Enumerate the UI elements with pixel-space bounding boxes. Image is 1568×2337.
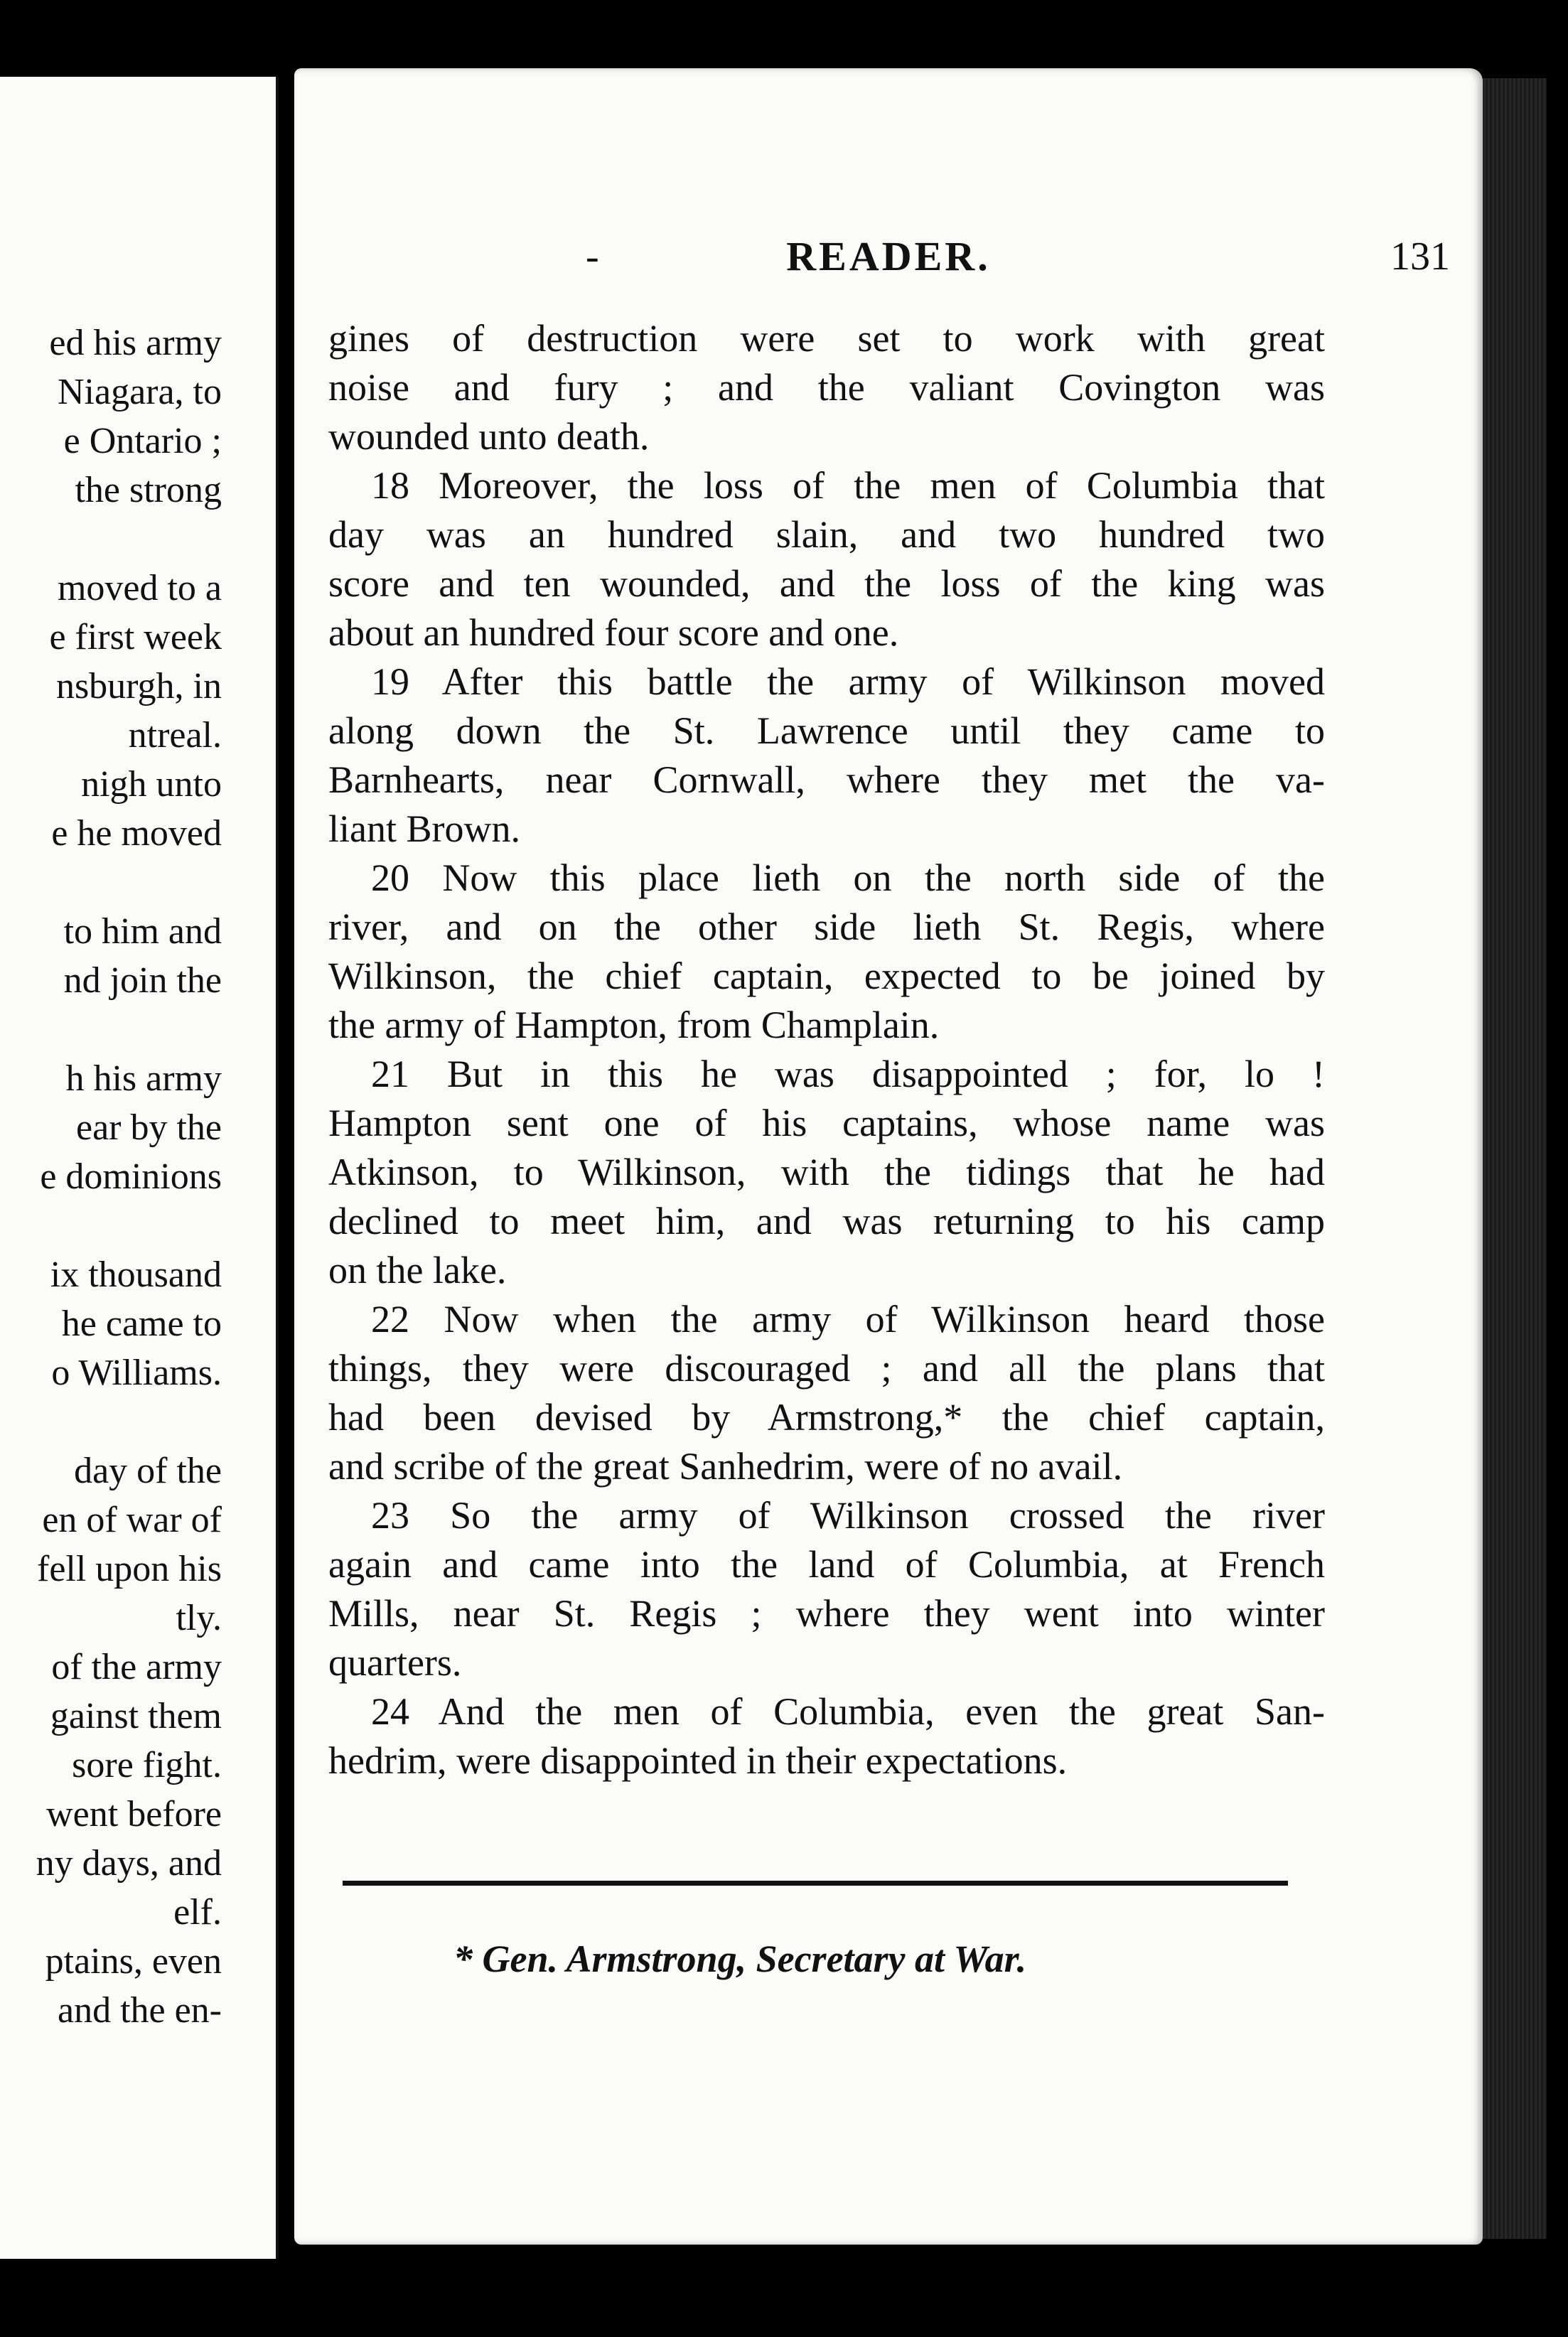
text-line: wounded unto death.: [328, 415, 650, 458]
left-page-line: nigh unto: [81, 764, 222, 805]
text-line: and scribe of the great Sanhedrim, were of no avail.: [328, 1445, 1123, 1488]
left-page-line: sore fight.: [72, 1745, 222, 1785]
left-page-line: he came to: [61, 1304, 222, 1344]
text-line: 18 Moreover, the loss of the men of Columbia that: [371, 464, 1325, 507]
text-line: 22 Now when the army of Wilkinson heard those: [371, 1298, 1325, 1341]
left-page-line: tly.: [176, 1598, 222, 1638]
text-line: Wilkinson, the chief captain, expected to be joined by: [328, 955, 1325, 997]
blank-line: [0, 1397, 222, 1446]
text-line: 21 But in this he was disappointed ; for, lo !: [371, 1053, 1325, 1095]
text-line: on the lake.: [328, 1249, 507, 1291]
blank-line: [0, 515, 222, 564]
left-page-text: [0, 318, 222, 2035]
running-head: [323, 225, 1454, 289]
running-head-dash: -: [586, 235, 599, 279]
text-line: day was an hundred slain, and two hundred two: [328, 513, 1325, 556]
text-line: the army of Hampton, from Champlain.: [328, 1004, 940, 1046]
text-line: 24 And the men of Columbia, even the great San-: [371, 1690, 1325, 1733]
left-page-line: day of the: [74, 1451, 222, 1491]
text-line: river, and on the other side lieth St. Regis, where: [328, 906, 1325, 948]
left-page-line: ear by the: [75, 1107, 222, 1148]
left-page-line: ptains, even: [45, 1941, 222, 1982]
left-page-line: Niagara, to: [57, 372, 222, 412]
text-line: 20 Now this place lieth on the north side of the: [371, 856, 1325, 899]
text-line: declined to meet him, and was returning to his camp: [328, 1200, 1325, 1242]
text-line: score and ten wounded, and the loss of the king was: [328, 562, 1325, 605]
text-line: hedrim, were disappointed in their expectations.: [328, 1739, 1068, 1782]
left-page: [0, 77, 279, 2259]
text-line: Barnhearts, near Cornwall, where they met the va-: [328, 758, 1325, 801]
left-page-line: e dominions: [40, 1156, 222, 1197]
book-page-edges: [1483, 78, 1547, 2239]
left-page-line: e Ontario ;: [63, 421, 222, 461]
left-page-line: e he moved: [51, 813, 222, 854]
footnote-rule: [343, 1881, 1288, 1886]
footnote: * Gen. Armstrong, Secretary at War.: [453, 1938, 1027, 1980]
running-head-title: READER.: [786, 233, 991, 279]
left-page-line: and the en-: [57, 1990, 222, 2031]
left-page-line: ed his army: [49, 323, 222, 363]
left-page-line: o Williams.: [51, 1353, 222, 1393]
text-line: Mills, near St. Regis ; where they went into winter: [328, 1592, 1325, 1635]
left-page-line: e first week: [49, 617, 222, 657]
text-line: 23 So the army of Wilkinson crossed the river: [371, 1494, 1325, 1537]
left-page-line: h his army: [65, 1058, 222, 1099]
text-line: gines of destruction were set to work with great: [328, 317, 1325, 360]
left-page-line: ix thousand: [50, 1255, 222, 1295]
left-page-line: gainst them: [50, 1696, 222, 1736]
left-page-line: elf.: [173, 1892, 222, 1933]
text-line: noise and fury ; and the valiant Covington was: [328, 366, 1325, 409]
blank-line: [0, 1201, 222, 1250]
text-line: 19 After this battle the army of Wilkinson moved: [371, 660, 1325, 703]
text-line: about an hundred four score and one.: [328, 611, 899, 654]
text-line: Hampton sent one of his captains, whose name was: [328, 1102, 1325, 1144]
text-line: liant Brown.: [328, 807, 520, 850]
text-line: along down the St. Lawrence until they came to: [328, 709, 1325, 752]
left-page-line: to him and: [63, 911, 222, 952]
left-page-line: fell upon his: [37, 1549, 222, 1589]
left-page-line: nd join the: [63, 960, 222, 1001]
left-page-line: en of war of: [42, 1500, 222, 1540]
left-page-line: ntreal.: [128, 715, 222, 756]
text-line: again and came into the land of Columbia, at French: [328, 1543, 1325, 1586]
text-line: had been devised by Armstrong,* the chief captain,: [328, 1396, 1325, 1439]
blank-line: [0, 1005, 222, 1054]
left-page-line: of the army: [51, 1647, 222, 1687]
left-page-line: went before: [46, 1794, 222, 1834]
blank-line: [0, 858, 222, 907]
left-page-line: the strong: [75, 470, 222, 510]
text-line: quarters.: [328, 1641, 462, 1684]
text-line: things, they were discouraged ; and all the plans that: [328, 1347, 1325, 1390]
left-page-line: moved to a: [57, 568, 222, 608]
left-page-line: nsburgh, in: [55, 666, 222, 707]
page-number: 131: [1390, 235, 1450, 279]
right-page: [294, 68, 1483, 2245]
left-page-line: ny days, and: [36, 1843, 222, 1884]
body-text: [328, 314, 1325, 1785]
text-line: Atkinson, to Wilkinson, with the tidings that he had: [328, 1151, 1325, 1193]
